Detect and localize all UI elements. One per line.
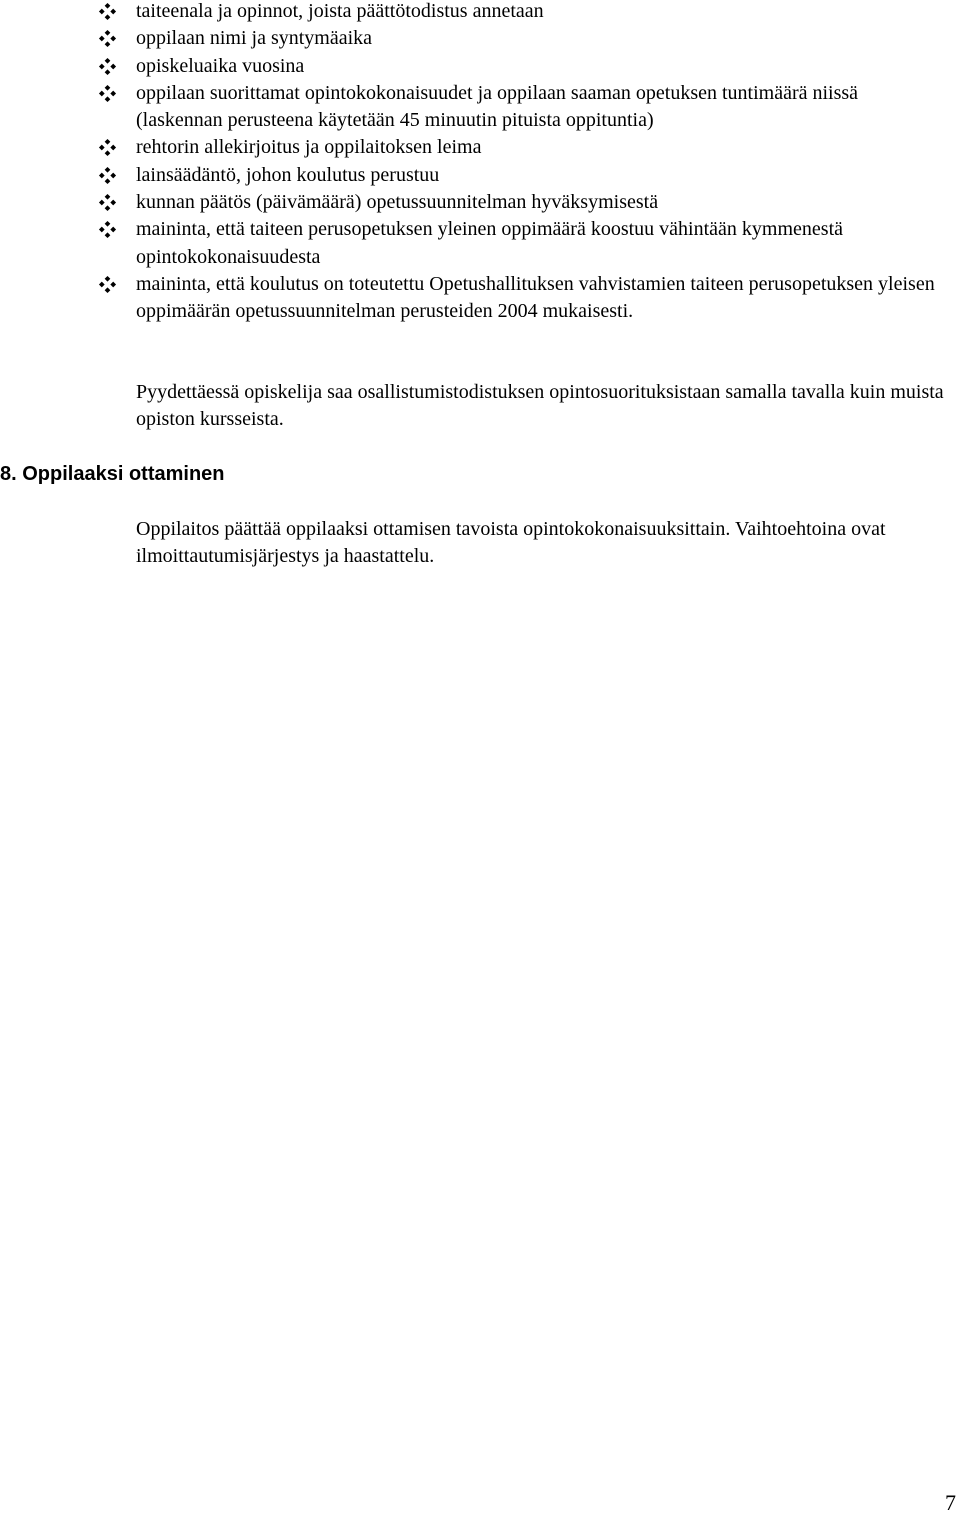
four-diamond-bullet-icon	[98, 57, 117, 76]
admission-paragraph: Oppilaitos päättää oppilaaksi ottamisen tavoista opintokokonaisuuksittain. Vaihtoehtoina ovat ilmoittautumisjärjestys ja haastattelu.	[136, 518, 886, 568]
list-item-text: oppilaan nimi ja syntymäaika	[136, 27, 373, 50]
list-item-text: opiskeluaika vuosina	[136, 54, 305, 77]
list-item-text: taiteenala ja opinnot, joista päättötodistus annetaan	[136, 0, 544, 22]
list-item	[98, 80, 948, 135]
list-item	[98, 25, 948, 52]
list-item	[98, 216, 948, 271]
list-item-text: kunnan päätös (päivämäärä) opetussuunnitelman hyväksymisestä	[136, 191, 659, 214]
four-diamond-bullet-icon	[98, 2, 117, 21]
four-diamond-bullet-icon	[98, 29, 117, 48]
list-item	[98, 53, 948, 80]
page-number: 7	[945, 1490, 956, 1515]
list-item	[98, 189, 948, 216]
four-diamond-bullet-icon	[98, 193, 117, 212]
list-item-text: maininta, että taiteen perusopetuksen yleinen oppimäärä koostuu vähintään kymmenestä opintokokonaisuudesta	[136, 218, 844, 268]
certificate-paragraph: Pyydettäessä opiskelija saa osallistumistodistuksen opintosuorituksistaan samalla tavalla kuin muista opiston kursseista.	[136, 381, 944, 431]
list-item	[98, 162, 948, 189]
list-item	[98, 271, 948, 326]
four-diamond-bullet-icon	[98, 166, 117, 185]
list-item	[98, 0, 948, 25]
section-heading: 8. Oppilaaksi ottaminen	[0, 463, 225, 485]
four-diamond-bullet-icon	[98, 84, 117, 103]
list-item-text: maininta, että koulutus on toteutettu Opetushallituksen vahvistamien taiteen perusopetuksen yleisen oppimäärän opetussuunnitelman perusteiden 2004 mukaisesti.	[136, 272, 935, 323]
four-diamond-bullet-icon	[98, 138, 117, 157]
list-item-text: oppilaan suorittamat opintokokonaisuudet ja oppilaan saaman opetuksen tuntimäärä niissä (laskennan perusteena käytetään 45 minuutin pituista oppituntia)	[136, 81, 859, 132]
list-item-text: lainsäädäntö, johon koulutus perustuu	[136, 163, 440, 186]
list-item	[98, 134, 948, 161]
four-diamond-bullet-icon	[98, 220, 117, 239]
list-item-text: rehtorin allekirjoitus ja oppilaitoksen leima	[136, 136, 482, 159]
requirements-list	[98, 0, 948, 326]
four-diamond-bullet-icon	[98, 275, 117, 294]
